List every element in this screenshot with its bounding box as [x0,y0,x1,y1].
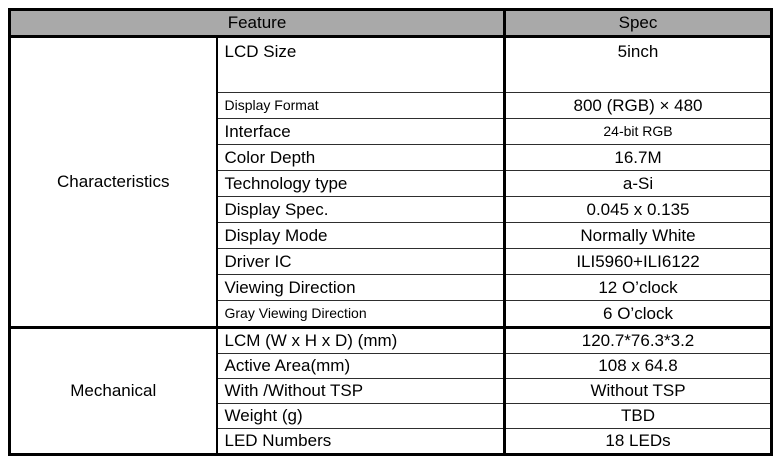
spec-cell: 24-bit RGB [505,119,772,145]
spec-cell: 800 (RGB) × 480 [505,93,772,119]
spec-cell: Without TSP [505,379,772,404]
feature-cell: With /Without TSP [217,379,505,404]
feature-cell: Technology type [217,171,505,197]
feature-cell: Viewing Direction [217,275,505,301]
spec-table [8,8,773,456]
column-header-feature: Feature [10,10,505,37]
table-row [10,37,772,93]
feature-cell: LCD Size [217,37,505,93]
spec-cell: 16.7M [505,145,772,171]
feature-cell: Active Area(mm) [217,354,505,379]
feature-cell: Color Depth [217,145,505,171]
spec-cell: ILI5960+ILI6122 [505,249,772,275]
feature-cell: Weight (g) [217,404,505,429]
spec-cell: 108 x 64.8 [505,354,772,379]
feature-cell: LED Numbers [217,429,505,455]
group-label-characteristics: Characteristics [10,37,217,328]
spec-cell: 120.7*76.3*3.2 [505,328,772,354]
spec-cell: 6 O’clock [505,301,772,328]
feature-cell: Gray Viewing Direction [217,301,505,328]
table-header-row [10,10,772,37]
feature-cell: Display Format [217,93,505,119]
group-label-mechanical: Mechanical [10,328,217,455]
table-row [10,328,772,354]
feature-cell: Display Spec. [217,197,505,223]
spec-cell: 12 O’clock [505,275,772,301]
spec-cell: 0.045 x 0.135 [505,197,772,223]
spec-cell: 18 LEDs [505,429,772,455]
feature-cell: Interface [217,119,505,145]
feature-cell: Display Mode [217,223,505,249]
feature-cell: Driver IC [217,249,505,275]
spec-cell: TBD [505,404,772,429]
spec-cell: a-Si [505,171,772,197]
spec-sheet [8,8,773,456]
feature-cell: LCM (W x H x D) (mm) [217,328,505,354]
spec-cell: Normally White [505,223,772,249]
column-header-spec: Spec [505,10,772,37]
spec-cell: 5inch [505,37,772,93]
